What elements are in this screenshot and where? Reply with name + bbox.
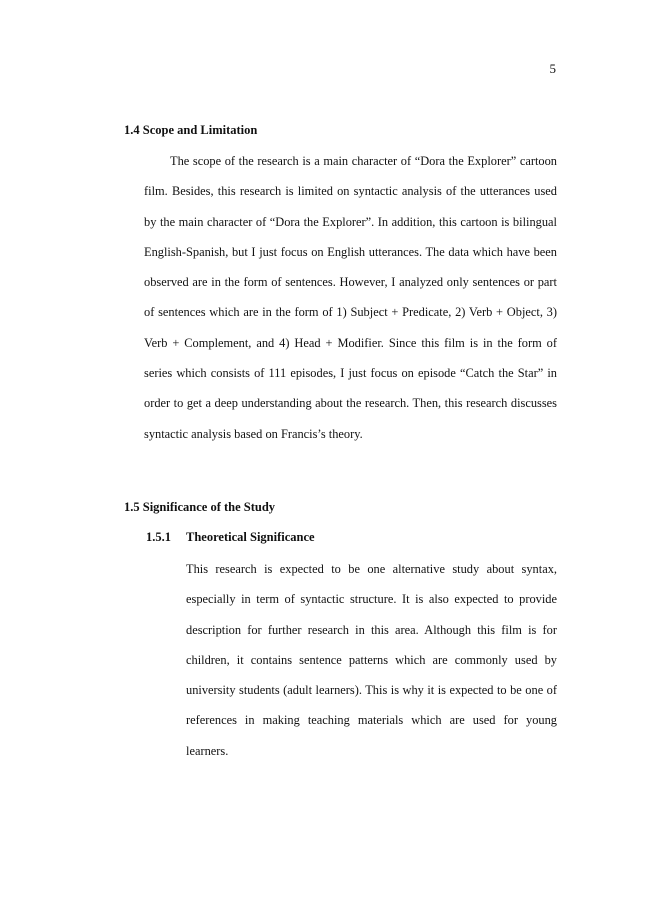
subsection-title: Theoretical Significance <box>186 530 315 544</box>
page-number: 5 <box>549 61 556 76</box>
subsection-heading-theoretical-significance <box>146 530 315 545</box>
section-heading-significance-of-study: 1.5 Significance of the Study <box>124 500 276 514</box>
subsection-number: 1.5.1 <box>146 530 171 544</box>
paragraph-theoretical-significance: This research is expected to be one alternative study about syntax, especially in term of syntactic structure. It is also expected to provide description for further research in this area. Although this film is for children, it contains sentence patterns which are commonly used by university students (adult learners). This is why it is expected to be one of references in making teaching materials which are used for young learners. <box>186 562 557 758</box>
section-heading-scope-and-limitation: 1.4 Scope and Limitation <box>124 123 258 137</box>
paragraph-scope-and-limitation: The scope of the research is a main character of “Dora the Explorer” cartoon film. Besides, this research is limited on syntactic analysis of the utterances used by the main character of “Dora the Explorer”. In addition, this cartoon is bilingual English-Spanish, but I just focus on English utterances. The data which have been observed are in the form of sentences. However, I analyzed only sentences or part of sentences which are in the form of 1) Subject + Predicate, 2) Verb + Object, 3) Verb + Complement, and 4) Head + Modifier. Since this film is in the form of series which consists of 111 episodes, I just focus on episode “Catch the Star” in order to get a deep understanding about the research. Then, this research discusses syntactic analysis based on Francis’s theory. <box>144 154 557 441</box>
